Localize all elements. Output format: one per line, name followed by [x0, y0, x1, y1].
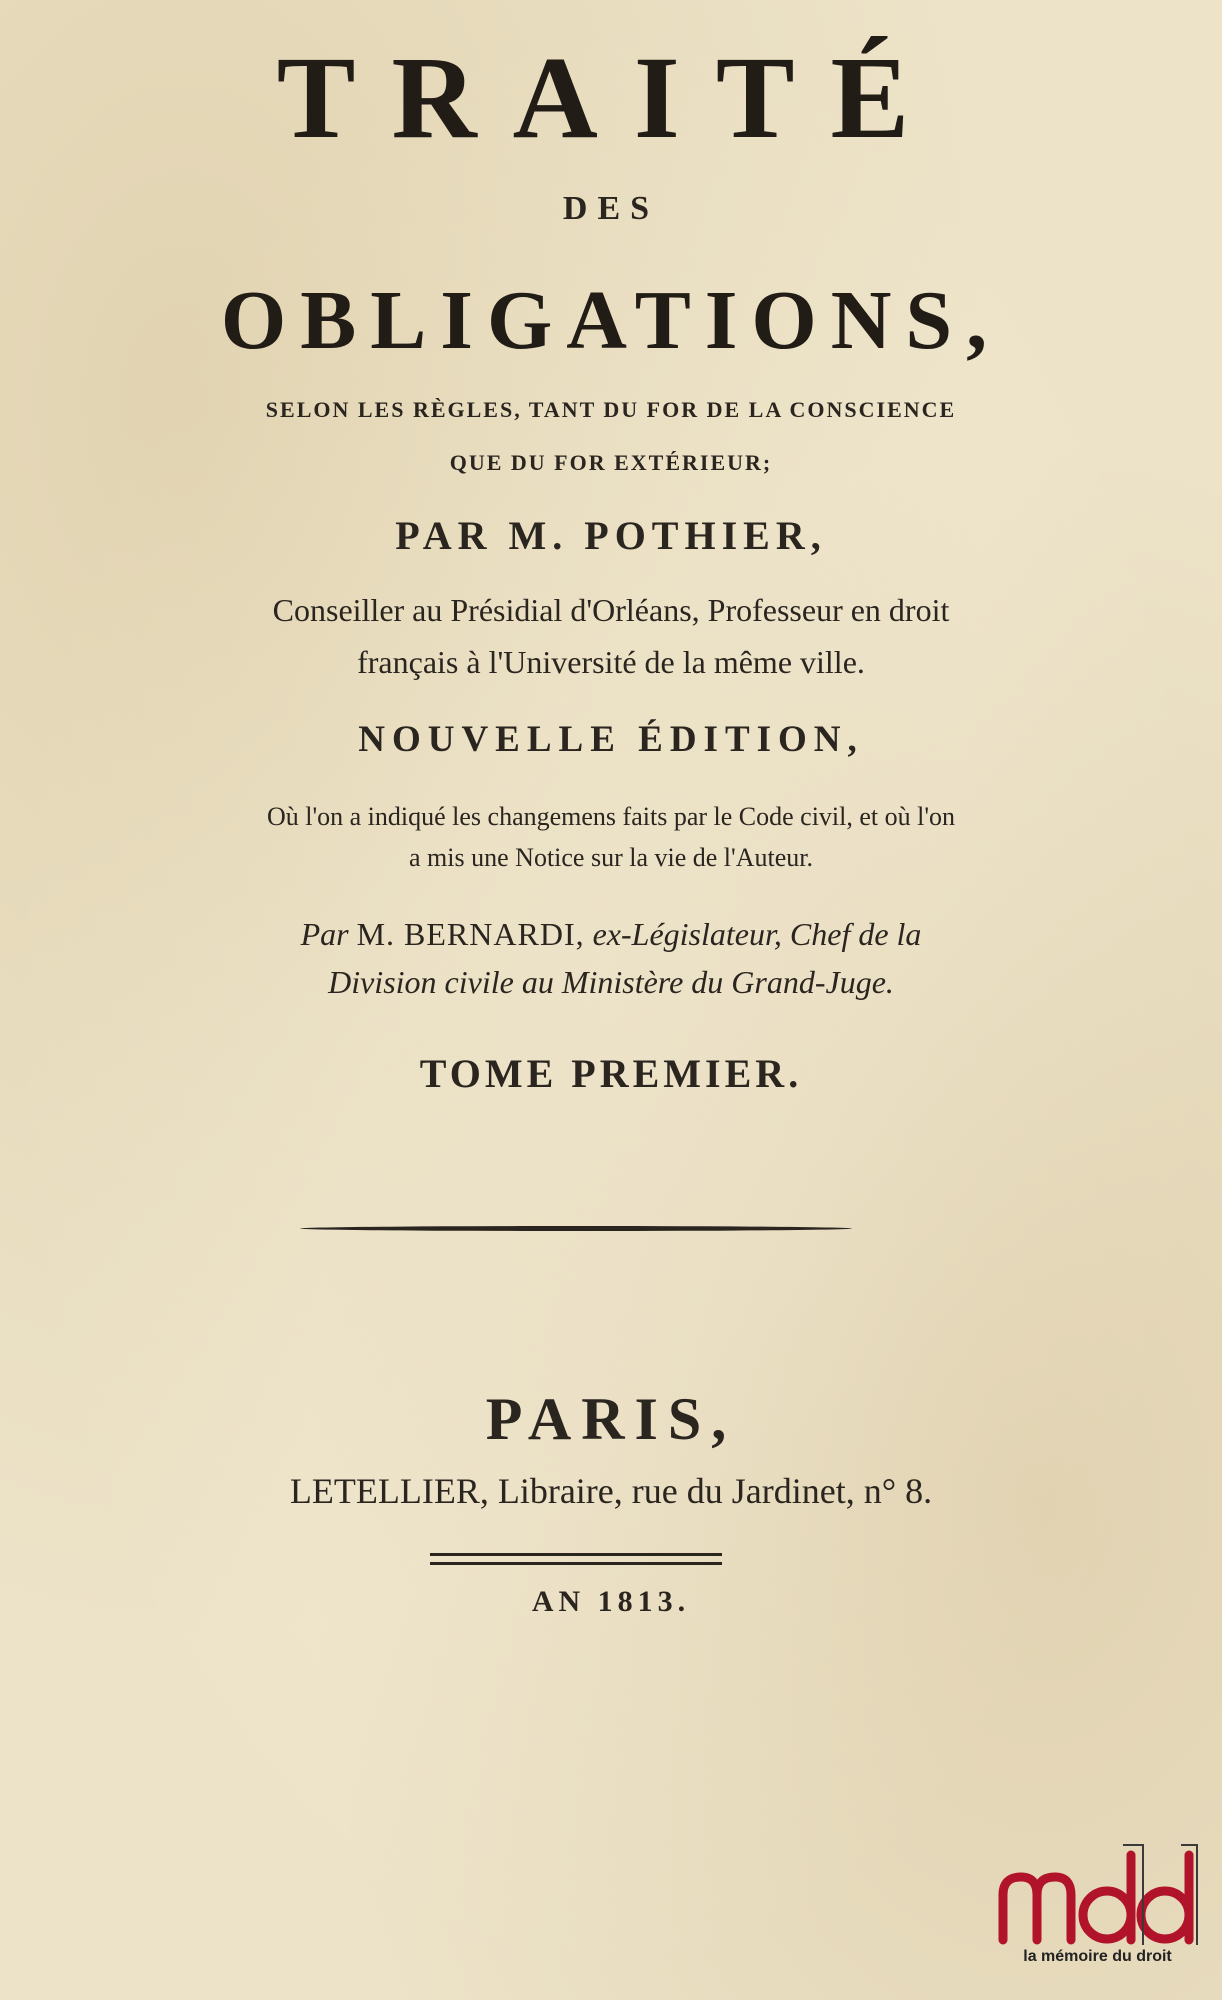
editor-role-1: ex-Législateur, Chef de la	[592, 916, 922, 952]
imprint-city: PARIS,	[485, 1386, 737, 1452]
edition-description-line-2: a mis une Notice sur la vie de l'Auteur.	[409, 843, 813, 872]
subtitle-line-2: QUE DU FOR EXTÉRIEUR;	[449, 450, 773, 475]
book-subject: OBLIGATIONS,	[220, 274, 1002, 367]
mdd-logo	[995, 1835, 1200, 1965]
logo-tagline: la mémoire du droit	[1023, 1948, 1172, 1965]
edition-heading: NOUVELLE ÉDITION,	[358, 719, 864, 760]
title-des: DES	[562, 190, 660, 227]
imprint-publisher: LETELLIER, Libraire, rue du Jardinet, n° 8.	[289, 1471, 933, 1511]
editor-role-line-2: Division civile au Ministère du Grand-Juge.	[328, 964, 894, 1000]
editor-name: M. BERNARDI,	[356, 916, 585, 952]
imprint-year: AN 1813.	[531, 1585, 691, 1618]
editor-par: Par	[300, 916, 349, 952]
book-title: TRAITÉ	[276, 32, 946, 163]
double-rule-divider	[430, 1553, 722, 1565]
ornamental-divider	[300, 1226, 852, 1231]
author-line: PAR M. POTHIER,	[395, 513, 827, 558]
edition-description-line-1: Où l'on a indiqué les changemens faits par le Code civil, et où l'on	[266, 802, 956, 831]
subtitle-line-1: SELON LES RÈGLES, TANT DU FOR DE LA CONSCIENCE	[265, 397, 957, 422]
author-description-line-1: Conseiller au Présidial d'Orléans, Professeur en droit	[272, 592, 950, 628]
volume-label: TOME PREMIER.	[419, 1051, 803, 1096]
editor-line-1	[0, 916, 1222, 953]
author-description-line-2: français à l'Université de la même ville.	[357, 644, 865, 680]
